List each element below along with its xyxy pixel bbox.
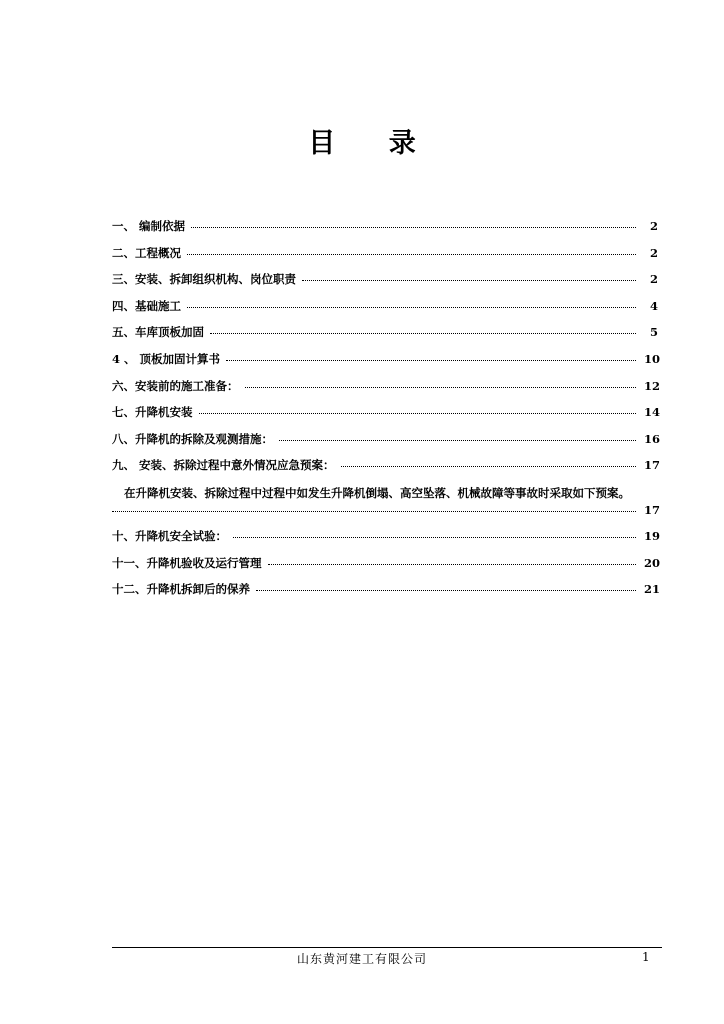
- toc-entry-page: 12: [644, 378, 661, 393]
- toc-entry-label: 一、 编制依据: [112, 219, 186, 233]
- toc-leader-dots: [210, 333, 636, 334]
- toc-entry-label: 三、安装、拆卸组织机构、岗位职责: [112, 272, 296, 287]
- toc-entry-label: 七、升降机安装: [112, 405, 193, 420]
- toc-entry-continuation: [112, 502, 661, 528]
- toc-entry[interactable]: [112, 378, 661, 405]
- toc-entry-page: 16: [644, 431, 661, 446]
- toc-entry-label: 四、基础施工: [112, 298, 181, 313]
- toc-entry-label: 在升降机安装、拆除过程中过程中如发生升降机倒塌、高空坠落、机械故障等事故时采取如下预案。: [124, 485, 630, 500]
- toc-entry-label: 九、 安装、拆除过程中意外情况应急预案：: [112, 458, 335, 473]
- toc-entry[interactable]: [112, 218, 658, 245]
- toc-entry-page: 4: [649, 298, 658, 313]
- footer-page-number: 1: [642, 950, 650, 964]
- toc-entry-label: 六、安装前的施工准备：: [112, 378, 239, 393]
- toc-entry-wrapped[interactable]: [112, 484, 661, 528]
- page-title: 目 录: [308, 128, 438, 159]
- toc-leader-dots: [112, 511, 636, 512]
- table-of-contents: [112, 218, 661, 608]
- toc-leader-dots: [341, 466, 636, 467]
- toc-entry[interactable]: [112, 404, 661, 431]
- toc-entry-label: 4 、 顶板加固计算书: [112, 351, 221, 366]
- toc-entry-page: 17: [644, 502, 661, 517]
- toc-entry[interactable]: [112, 351, 661, 378]
- toc-leader-dots: [187, 307, 636, 308]
- toc-entry[interactable]: [112, 245, 658, 272]
- toc-leader-dots: [279, 440, 636, 441]
- toc-leader-dots: [256, 590, 636, 591]
- toc-entry[interactable]: [112, 298, 658, 325]
- toc-entry-page: 17: [644, 458, 661, 473]
- toc-entry[interactable]: [112, 528, 661, 555]
- toc-entry-label: 二、工程概况: [112, 245, 181, 260]
- toc-entry[interactable]: [112, 324, 658, 351]
- toc-entry[interactable]: [112, 457, 661, 484]
- toc-entry-page: 2: [649, 272, 658, 287]
- toc-entry[interactable]: [112, 431, 661, 458]
- toc-entry-page: 14: [644, 405, 661, 420]
- toc-entry-label: 十、升降机安全试验：: [112, 528, 227, 543]
- toc-leader-dots: [245, 387, 637, 388]
- toc-leader-dots: [187, 254, 636, 255]
- toc-leader-dots: [191, 227, 636, 228]
- toc-entry[interactable]: [112, 555, 661, 582]
- toc-entry-page: 5: [649, 325, 658, 340]
- toc-entry-page: 20: [644, 555, 661, 570]
- toc-leader-dots: [199, 413, 637, 414]
- toc-entry-page: 10: [644, 351, 661, 366]
- toc-entry-label: 五、车库顶板加固: [112, 325, 204, 340]
- toc-entry-page: 2: [649, 245, 658, 260]
- toc-leader-dots: [302, 280, 636, 281]
- footer-divider: [112, 947, 662, 948]
- toc-entry-page: 21: [644, 582, 661, 597]
- toc-entry-label: 十二、升降机拆卸后的保养: [112, 582, 250, 597]
- toc-leader-dots: [233, 537, 636, 538]
- toc-entry[interactable]: [112, 581, 661, 608]
- toc-leader-dots: [226, 360, 636, 361]
- toc-entry-label: 十一、升降机验收及运行管理: [112, 555, 262, 570]
- toc-entry[interactable]: [112, 271, 658, 298]
- toc-entry-label: 八、升降机的拆除及观测措施：: [112, 431, 273, 446]
- toc-entry-page: 2: [649, 219, 658, 233]
- footer-company: 山东黄河建工有限公司: [296, 952, 427, 966]
- toc-leader-dots: [268, 564, 637, 565]
- toc-entry-page: 19: [644, 528, 661, 543]
